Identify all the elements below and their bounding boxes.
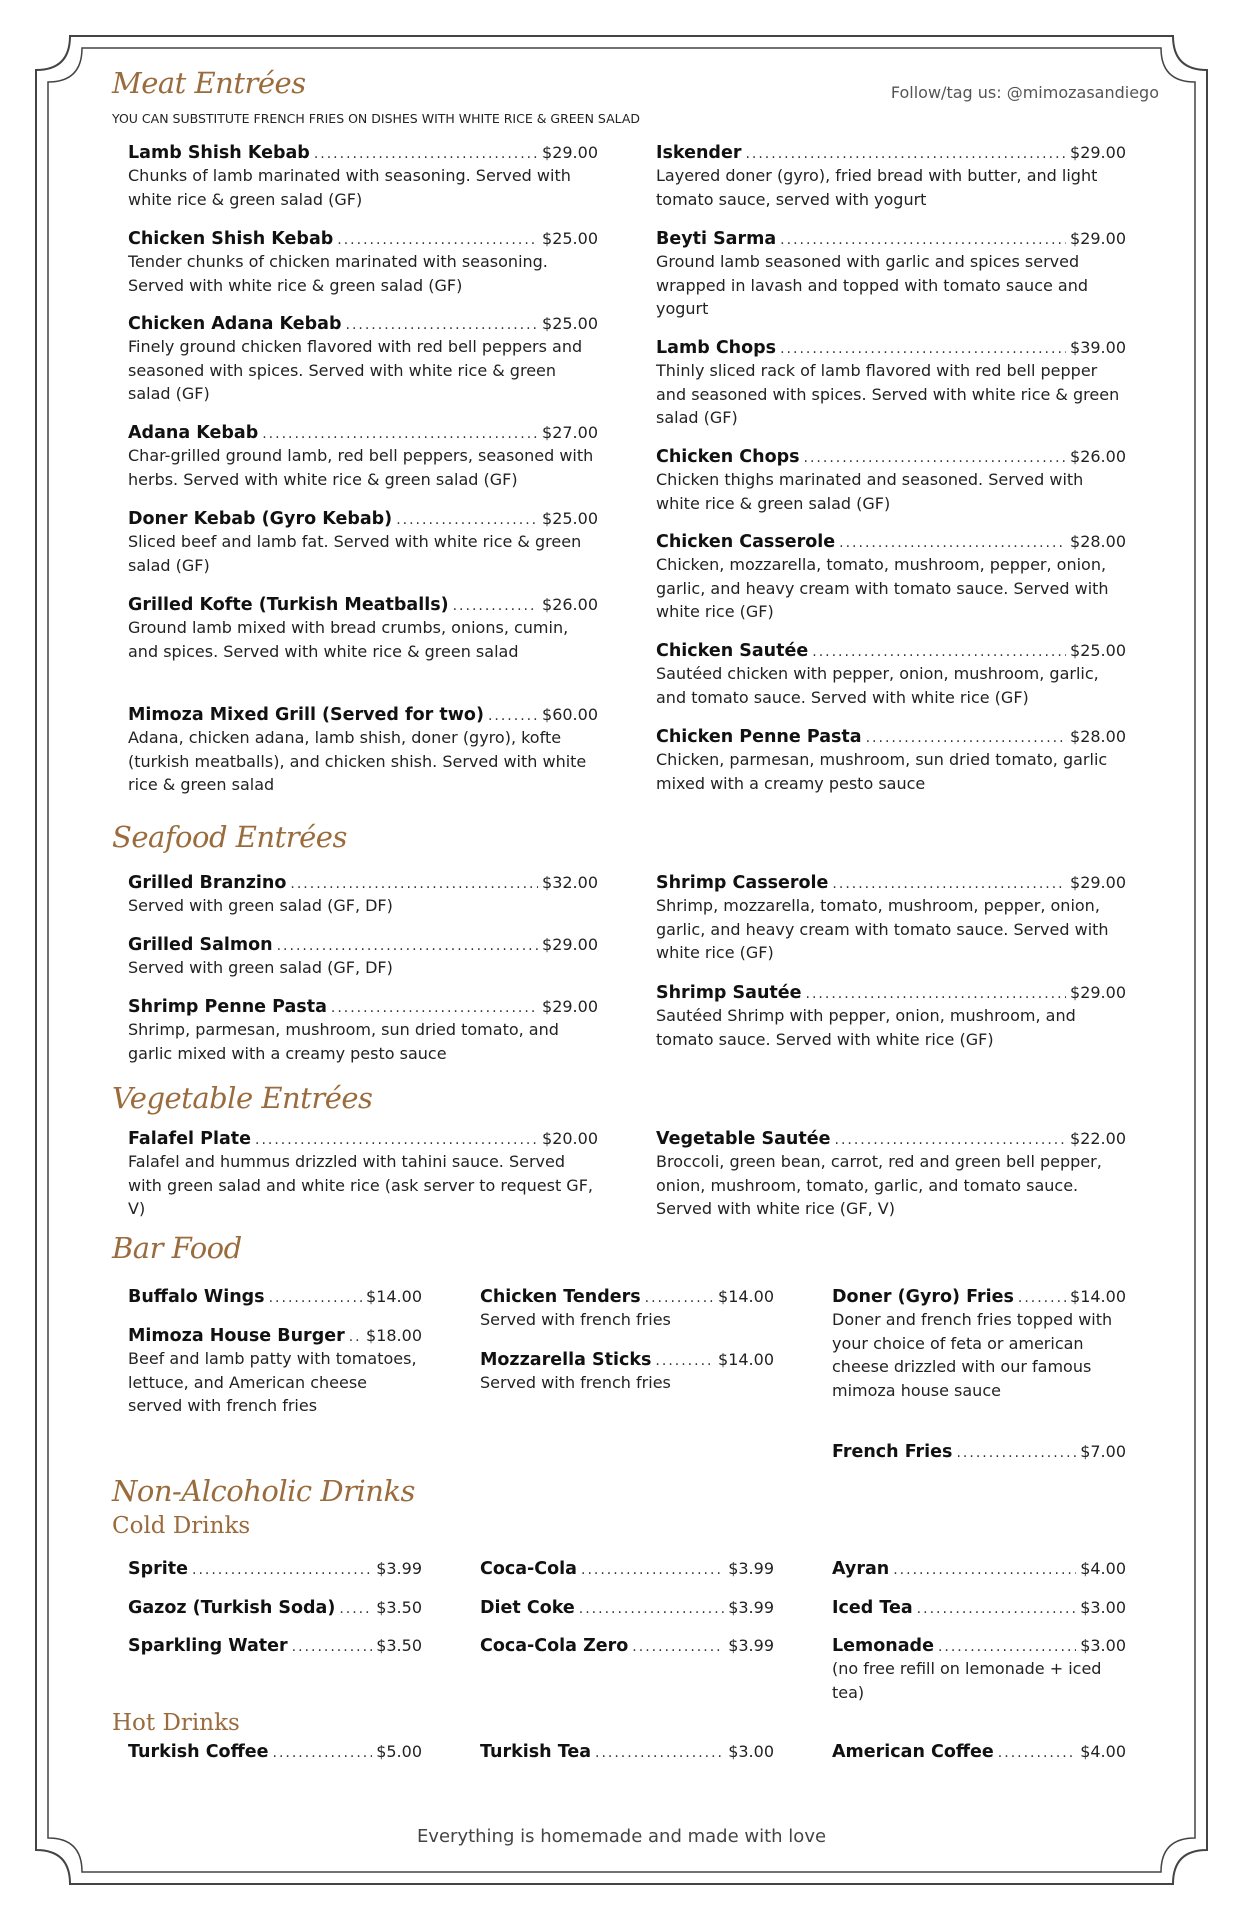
leader-dots	[396, 512, 538, 528]
leader-dots	[645, 1290, 714, 1306]
menu-item-name: Chicken Casserole	[656, 532, 836, 552]
menu-item	[128, 1129, 598, 1221]
menu-item-price: $29.00	[1070, 873, 1126, 892]
menu-item-price: $18.00	[366, 1326, 422, 1345]
leader-dots	[337, 232, 538, 248]
menu-item	[128, 1287, 422, 1308]
menu-item-name: Buffalo Wings	[128, 1287, 265, 1307]
substitute-note: YOU CAN SUBSTITUTE FRENCH FRIES ON DISHES WITH WHITE RICE & GREEN SALAD	[112, 111, 641, 126]
menu-item-description: Tender chunks of chicken marinated with seasoning. Served with white rice & green salad (GF)	[128, 252, 548, 295]
menu-item-name: Grilled Salmon	[128, 935, 273, 955]
leader-dots	[745, 146, 1066, 162]
menu-item-price: $14.00	[718, 1287, 774, 1306]
menu-item-name: Ayran	[832, 1559, 890, 1579]
menu-item-name: Beyti Sarma	[656, 229, 777, 249]
menu-item	[128, 229, 598, 297]
menu-item	[832, 1442, 1126, 1463]
menu-item	[656, 143, 1126, 211]
menu-item	[832, 1636, 1126, 1704]
menu-item-description: Broccoli, green bean, carrot, red and green bell pepper, onion, mushroom, tomato, garlic, and tomato sauce. Served with white rice (GF, V)	[656, 1152, 1102, 1218]
leader-dots	[632, 1639, 724, 1655]
leader-dots	[453, 598, 538, 614]
menu-item-name: Falafel Plate	[128, 1129, 251, 1149]
menu-item-price: $3.99	[728, 1636, 774, 1655]
menu-item-price: $29.00	[1070, 143, 1126, 162]
menu-item	[656, 873, 1126, 965]
menu-item-description: Shrimp, mozzarella, tomato, mushroom, pepper, onion, garlic, and heavy cream with tomato sauce. Served with white rice (GF)	[656, 896, 1109, 962]
menu-item	[480, 1287, 774, 1332]
leader-dots	[290, 876, 538, 892]
menu-item-name: Coca-Cola	[480, 1559, 577, 1579]
menu-item	[128, 1742, 422, 1763]
menu-item-name: Chicken Sautée	[656, 641, 809, 661]
menu-item-description: Char-grilled ground lamb, red bell peppers, seasoned with herbs. Served with white rice & green salad (GF)	[128, 446, 594, 489]
menu-item-description: Finely ground chicken flavored with red bell peppers and seasoned with spices. Served with white rice & green salad (GF)	[128, 337, 583, 403]
menu-item-name: Turkish Coffee	[128, 1742, 269, 1762]
menu-item	[832, 1598, 1126, 1619]
leader-dots	[595, 1745, 724, 1761]
menu-item-price: $22.00	[1070, 1129, 1126, 1148]
menu-item-name: Grilled Branzino	[128, 873, 287, 893]
leader-dots	[314, 146, 538, 162]
menu-item-description: Sautéed Shrimp with pepper, onion, mushroom, and tomato sauce. Served with white rice (GF)	[656, 1006, 1076, 1049]
menu-item	[480, 1598, 774, 1619]
menu-item-price: $25.00	[1070, 641, 1126, 660]
menu-item	[128, 509, 598, 577]
menu-item-price: $3.50	[376, 1636, 422, 1655]
menu-item	[480, 1742, 774, 1763]
menu-item-description: Ground lamb mixed with bread crumbs, onions, cumin, and spices. Served with white rice & green salad	[128, 618, 569, 661]
leader-dots	[346, 317, 539, 333]
leader-dots	[488, 708, 538, 724]
non-alcoholic-drinks-title: Non-Alcoholic Drinks	[112, 1474, 415, 1508]
menu-item-price: $3.99	[728, 1598, 774, 1617]
leader-dots	[780, 341, 1066, 357]
menu-item	[480, 1636, 774, 1657]
menu-item-price: $3.00	[1080, 1598, 1126, 1617]
menu-item-description: Chicken, mozzarella, tomato, mushroom, pepper, onion, garlic, and heavy cream with tomato sauce. Served with white rice (GF)	[656, 555, 1109, 621]
menu-item-price: $29.00	[542, 997, 598, 1016]
menu-item-price: $32.00	[542, 873, 598, 892]
leader-dots	[349, 1329, 362, 1345]
menu-item-name: Gazoz (Turkish Soda)	[128, 1598, 336, 1618]
menu-item-description: Sautéed chicken with pepper, onion, mushroom, garlic, and tomato sauce. Served with white rice (GF)	[656, 664, 1099, 707]
leader-dots	[655, 1353, 714, 1369]
menu-item-name: Lamb Shish Kebab	[128, 143, 310, 163]
menu-item-price: $29.00	[1070, 229, 1126, 248]
menu-item	[656, 983, 1126, 1051]
menu-item	[128, 705, 598, 797]
leader-dots	[893, 1562, 1076, 1578]
menu-item-price: $29.00	[542, 143, 598, 162]
menu-item	[656, 1129, 1126, 1221]
menu-item-name: Chicken Adana Kebab	[128, 314, 342, 334]
menu-item-description: Chicken thighs marinated and seasoned. Served with white rice & green salad (GF)	[656, 470, 1084, 513]
menu-item-price: $14.00	[1070, 1287, 1126, 1306]
menu-item-price: $3.50	[376, 1598, 422, 1617]
menu-item-description: Served with green salad (GF, DF)	[128, 958, 393, 977]
menu-item-name: Doner (Gyro) Fries	[832, 1287, 1014, 1307]
menu-item-name: Mozzarella Sticks	[480, 1350, 652, 1370]
menu-item-name: French Fries	[832, 1442, 953, 1462]
menu-item-price: $4.00	[1080, 1559, 1126, 1578]
menu-item-price: $26.00	[542, 595, 598, 614]
menu-item	[656, 641, 1126, 709]
menu-item	[656, 727, 1126, 795]
menu-item	[128, 1326, 422, 1418]
leader-dots	[269, 1290, 362, 1306]
social-follow-tag[interactable]: Follow/tag us: @mimozasandiego	[890, 83, 1159, 102]
menu-item-price: $29.00	[542, 935, 598, 954]
menu-item-name: Turkish Tea	[480, 1742, 591, 1762]
leader-dots	[839, 535, 1066, 551]
menu-item-description: Layered doner (gyro), fried bread with butter, and light tomato sauce, served with yogurt	[656, 166, 1098, 209]
menu-item-description: Adana, chicken adana, lamb shish, doner (gyro), kofte (turkish meatballs), and chicken shish. Served with white rice & green salad	[128, 728, 587, 794]
menu-item-price: $60.00	[542, 705, 598, 724]
menu-item	[832, 1742, 1126, 1763]
menu-item	[128, 1559, 422, 1580]
menu-item	[656, 532, 1126, 624]
leader-dots	[579, 1601, 724, 1617]
leader-dots	[1018, 1290, 1066, 1306]
menu-item-name: Chicken Tenders	[480, 1287, 641, 1307]
menu-item-name: Shrimp Sautée	[656, 983, 802, 1003]
menu-item	[656, 229, 1126, 321]
menu-item-description: Shrimp, parmesan, mushroom, sun dried tomato, and garlic mixed with a creamy pesto sauce	[128, 1020, 559, 1063]
menu-item-price: $26.00	[1070, 447, 1126, 466]
menu-item	[128, 314, 598, 406]
menu-item	[128, 143, 598, 211]
menu-item-price: $28.00	[1070, 532, 1126, 551]
menu-item-price: $25.00	[542, 229, 598, 248]
menu-item	[128, 873, 598, 918]
leader-dots	[812, 644, 1066, 660]
leader-dots	[998, 1745, 1076, 1761]
leader-dots	[292, 1639, 373, 1655]
menu-item-price: $27.00	[542, 423, 598, 442]
menu-item-price: $3.99	[728, 1559, 774, 1578]
menu-item-name: Chicken Shish Kebab	[128, 229, 334, 249]
menu-item-description: Chicken, parmesan, mushroom, sun dried tomato, garlic mixed with a creamy pesto sauce	[656, 750, 1108, 793]
menu-item-price: $5.00	[376, 1742, 422, 1761]
menu-item-name: Grilled Kofte (Turkish Meatballs)	[128, 595, 449, 615]
menu-item-price: $14.00	[366, 1287, 422, 1306]
menu-item-name: American Coffee	[832, 1742, 994, 1762]
menu-item	[480, 1559, 774, 1580]
menu-item-description: Falafel and hummus drizzled with tahini sauce. Served with green salad and white rice (ask server to request GF, V)	[128, 1152, 593, 1218]
leader-dots	[917, 1601, 1077, 1617]
leader-dots	[956, 1445, 1076, 1461]
menu-item-name: Chicken Penne Pasta	[656, 727, 862, 747]
footer-tagline: Everything is homemade and made with love	[416, 1826, 827, 1847]
menu-item-price: $25.00	[542, 314, 598, 333]
menu-item-description: Doner and french fries topped with your choice of feta or american cheese drizzled with our famous mimoza house sauce	[832, 1310, 1113, 1400]
leader-dots	[804, 450, 1066, 466]
leader-dots	[938, 1639, 1076, 1655]
menu-item-description: Served with green salad (GF, DF)	[128, 896, 393, 915]
menu-item-name: Diet Coke	[480, 1598, 575, 1618]
menu-item-price: $3.00	[728, 1742, 774, 1761]
menu-item-description: Served with french fries	[480, 1373, 671, 1392]
vegetable-entrees-title: Vegetable Entrées	[112, 1081, 373, 1115]
leader-dots	[339, 1601, 372, 1617]
menu-item-price: $25.00	[542, 509, 598, 528]
menu-item-description: Thinly sliced rack of lamb flavored with red bell pepper and seasoned with spices. Served with white rice & green salad (GF)	[656, 361, 1120, 427]
menu-item-name: Sprite	[128, 1559, 188, 1579]
leader-dots	[866, 730, 1066, 746]
menu-item	[128, 1598, 422, 1619]
menu-item-name: Shrimp Penne Pasta	[128, 997, 327, 1017]
leader-dots	[255, 1132, 538, 1148]
menu-item-description: Sliced beef and lamb fat. Served with white rice & green salad (GF)	[128, 532, 582, 575]
leader-dots	[581, 1562, 724, 1578]
menu-item-name: Shrimp Casserole	[656, 873, 829, 893]
menu-item	[656, 338, 1126, 430]
menu-item	[832, 1287, 1126, 1402]
meat-entrees-title: Meat Entrées	[112, 66, 306, 100]
menu-item-price: $3.99	[376, 1559, 422, 1578]
leader-dots	[806, 986, 1066, 1002]
leader-dots	[780, 232, 1066, 248]
menu-item-price: $7.00	[1080, 1442, 1126, 1461]
leader-dots	[835, 1132, 1067, 1148]
menu-item-name: Lemonade	[832, 1636, 934, 1656]
menu-item-name: Vegetable Sautée	[656, 1129, 831, 1149]
leader-dots	[273, 1745, 373, 1761]
menu-item-price: $28.00	[1070, 727, 1126, 746]
menu-item-description: Chunks of lamb marinated with seasoning. Served with white rice & green salad (GF)	[128, 166, 571, 209]
menu-item	[128, 997, 598, 1065]
leader-dots	[192, 1562, 372, 1578]
menu-item	[480, 1350, 774, 1395]
bar-food-title: Bar Food	[112, 1231, 242, 1265]
menu-item	[128, 1636, 422, 1657]
menu-item	[128, 423, 598, 491]
menu-item-description: (no free refill on lemonade + iced tea)	[832, 1659, 1102, 1702]
menu-item-description: Ground lamb seasoned with garlic and spices served wrapped in lavash and topped with tomato sauce and yogurt	[656, 252, 1089, 318]
menu-item-price: $39.00	[1070, 338, 1126, 357]
menu-item-name: Iced Tea	[832, 1598, 913, 1618]
menu-item	[656, 447, 1126, 515]
menu-item	[128, 595, 598, 663]
leader-dots	[277, 938, 538, 954]
hot-drinks-title: Hot Drinks	[112, 1710, 240, 1736]
menu-item	[128, 935, 598, 980]
menu-item-name: Mimoza Mixed Grill (Served for two)	[128, 705, 484, 725]
menu-item-price: $14.00	[718, 1350, 774, 1369]
menu-item	[832, 1559, 1126, 1580]
menu-item-price: $3.00	[1080, 1636, 1126, 1655]
menu-item-description: Served with french fries	[480, 1310, 671, 1329]
menu-item-price: $4.00	[1080, 1742, 1126, 1761]
cold-drinks-title: Cold Drinks	[112, 1513, 251, 1539]
menu-item-name: Iskender	[656, 143, 742, 163]
seafood-entrees-title: Seafood Entrées	[112, 820, 347, 854]
leader-dots	[262, 426, 538, 442]
leader-dots	[331, 1000, 538, 1016]
menu-item-name: Coca-Cola Zero	[480, 1636, 629, 1656]
menu-item-name: Lamb Chops	[656, 338, 777, 358]
menu-item-description: Beef and lamb patty with tomatoes, lettuce, and American cheese served with french fries	[128, 1349, 417, 1415]
leader-dots	[832, 876, 1066, 892]
menu-item-price: $29.00	[1070, 983, 1126, 1002]
menu-item-name: Sparkling Water	[128, 1636, 288, 1656]
menu-item-name: Adana Kebab	[128, 423, 259, 443]
menu-item-name: Doner Kebab (Gyro Kebab)	[128, 509, 393, 529]
menu-item-name: Mimoza House Burger	[128, 1326, 345, 1346]
menu-item-price: $20.00	[542, 1129, 598, 1148]
menu-item-name: Chicken Chops	[656, 447, 800, 467]
